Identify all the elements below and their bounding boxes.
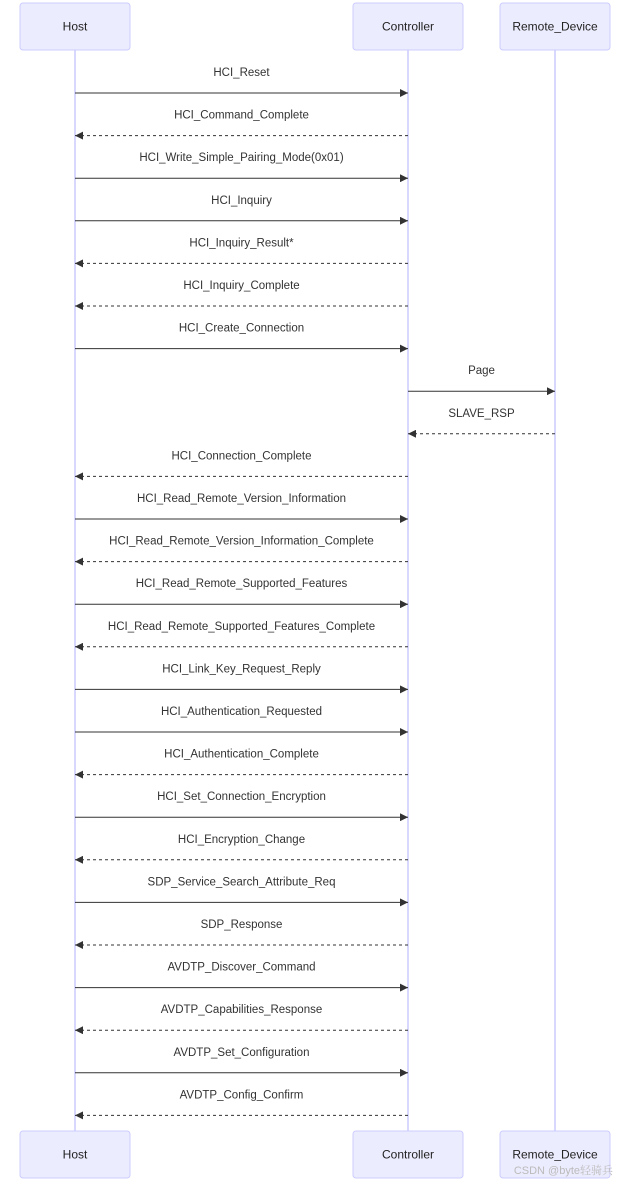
message — [75, 749, 408, 775]
actor-host-top — [20, 3, 130, 50]
message-label: HCI_Set_Connection_Encryption — [157, 791, 326, 804]
message — [75, 834, 408, 860]
message-label: AVDTP_Set_Configuration — [173, 1046, 310, 1059]
actor-host-bottom — [20, 1131, 130, 1178]
actor-label: Remote_Device — [512, 19, 598, 34]
message-label: HCI_Encryption_Change — [177, 833, 306, 846]
message — [75, 195, 408, 221]
message-label: SDP_Response — [200, 919, 283, 931]
message — [75, 791, 408, 817]
message — [75, 663, 408, 689]
actor-controller-bottom — [353, 1131, 463, 1178]
message — [408, 408, 555, 434]
message — [75, 67, 408, 93]
message — [75, 1047, 408, 1073]
actor-label: Controller — [381, 19, 435, 34]
message — [75, 536, 408, 562]
message-label: AVDTP_Capabilities_Response — [160, 1004, 323, 1017]
message-label: HCI_Authentication_Requested — [160, 706, 323, 718]
watermark: CSDN @byte轻骑兵 — [513, 1165, 613, 1177]
message-label: HCI_Reset — [213, 67, 270, 79]
message — [408, 365, 555, 391]
actor-label: Host — [62, 1147, 88, 1162]
message-label: HCI_Inquiry_Complete — [183, 280, 300, 292]
message-label: HCI_Read_Remote_Supported_Features_Complete — [107, 620, 376, 633]
actor-label: Host — [62, 19, 88, 34]
message — [75, 450, 408, 476]
message-label: AVDTP_Config_Confirm — [179, 1089, 304, 1102]
actor-label: Remote_Device — [512, 1147, 598, 1162]
message-label: HCI_Inquiry — [211, 194, 272, 207]
actor-controller-top — [353, 3, 463, 50]
message-label: HCI_Read_Remote_Version_Information — [136, 493, 347, 505]
message — [75, 493, 408, 519]
message-label: HCI_Authentication_Complete — [164, 748, 319, 761]
message-label: HCI_Inquiry_Result* — [189, 237, 294, 250]
message-label: HCI_Command_Complete — [174, 109, 309, 122]
message — [75, 323, 408, 349]
message-label: HCI_Read_Remote_Supported_Features — [135, 578, 348, 591]
message — [75, 1089, 408, 1115]
message-label: SLAVE_RSP — [448, 407, 515, 420]
message — [75, 706, 408, 732]
message-label: HCI_Write_Simple_Pairing_Mode(0x01) — [139, 152, 344, 165]
message — [75, 1004, 408, 1030]
message — [75, 919, 408, 945]
actor-label: Controller — [381, 1147, 435, 1162]
actor-remote-top — [500, 3, 610, 50]
message — [75, 621, 408, 647]
message — [75, 962, 408, 988]
message-label: SDP_Service_Search_Attribute_Req — [147, 876, 336, 889]
message-label: HCI_Read_Remote_Version_Information_Complete — [109, 535, 374, 548]
message — [75, 152, 408, 178]
message — [75, 876, 408, 902]
message — [75, 110, 408, 136]
message-label: HCI_Link_Key_Request_Reply — [162, 663, 321, 676]
message — [75, 237, 408, 263]
message-label: Page — [468, 365, 495, 378]
message-label: HCI_Connection_Complete — [171, 450, 312, 463]
message — [75, 280, 408, 306]
message-label: HCI_Create_Connection — [178, 322, 305, 335]
message — [75, 578, 408, 604]
message-label: AVDTP_Discover_Command — [167, 961, 316, 974]
